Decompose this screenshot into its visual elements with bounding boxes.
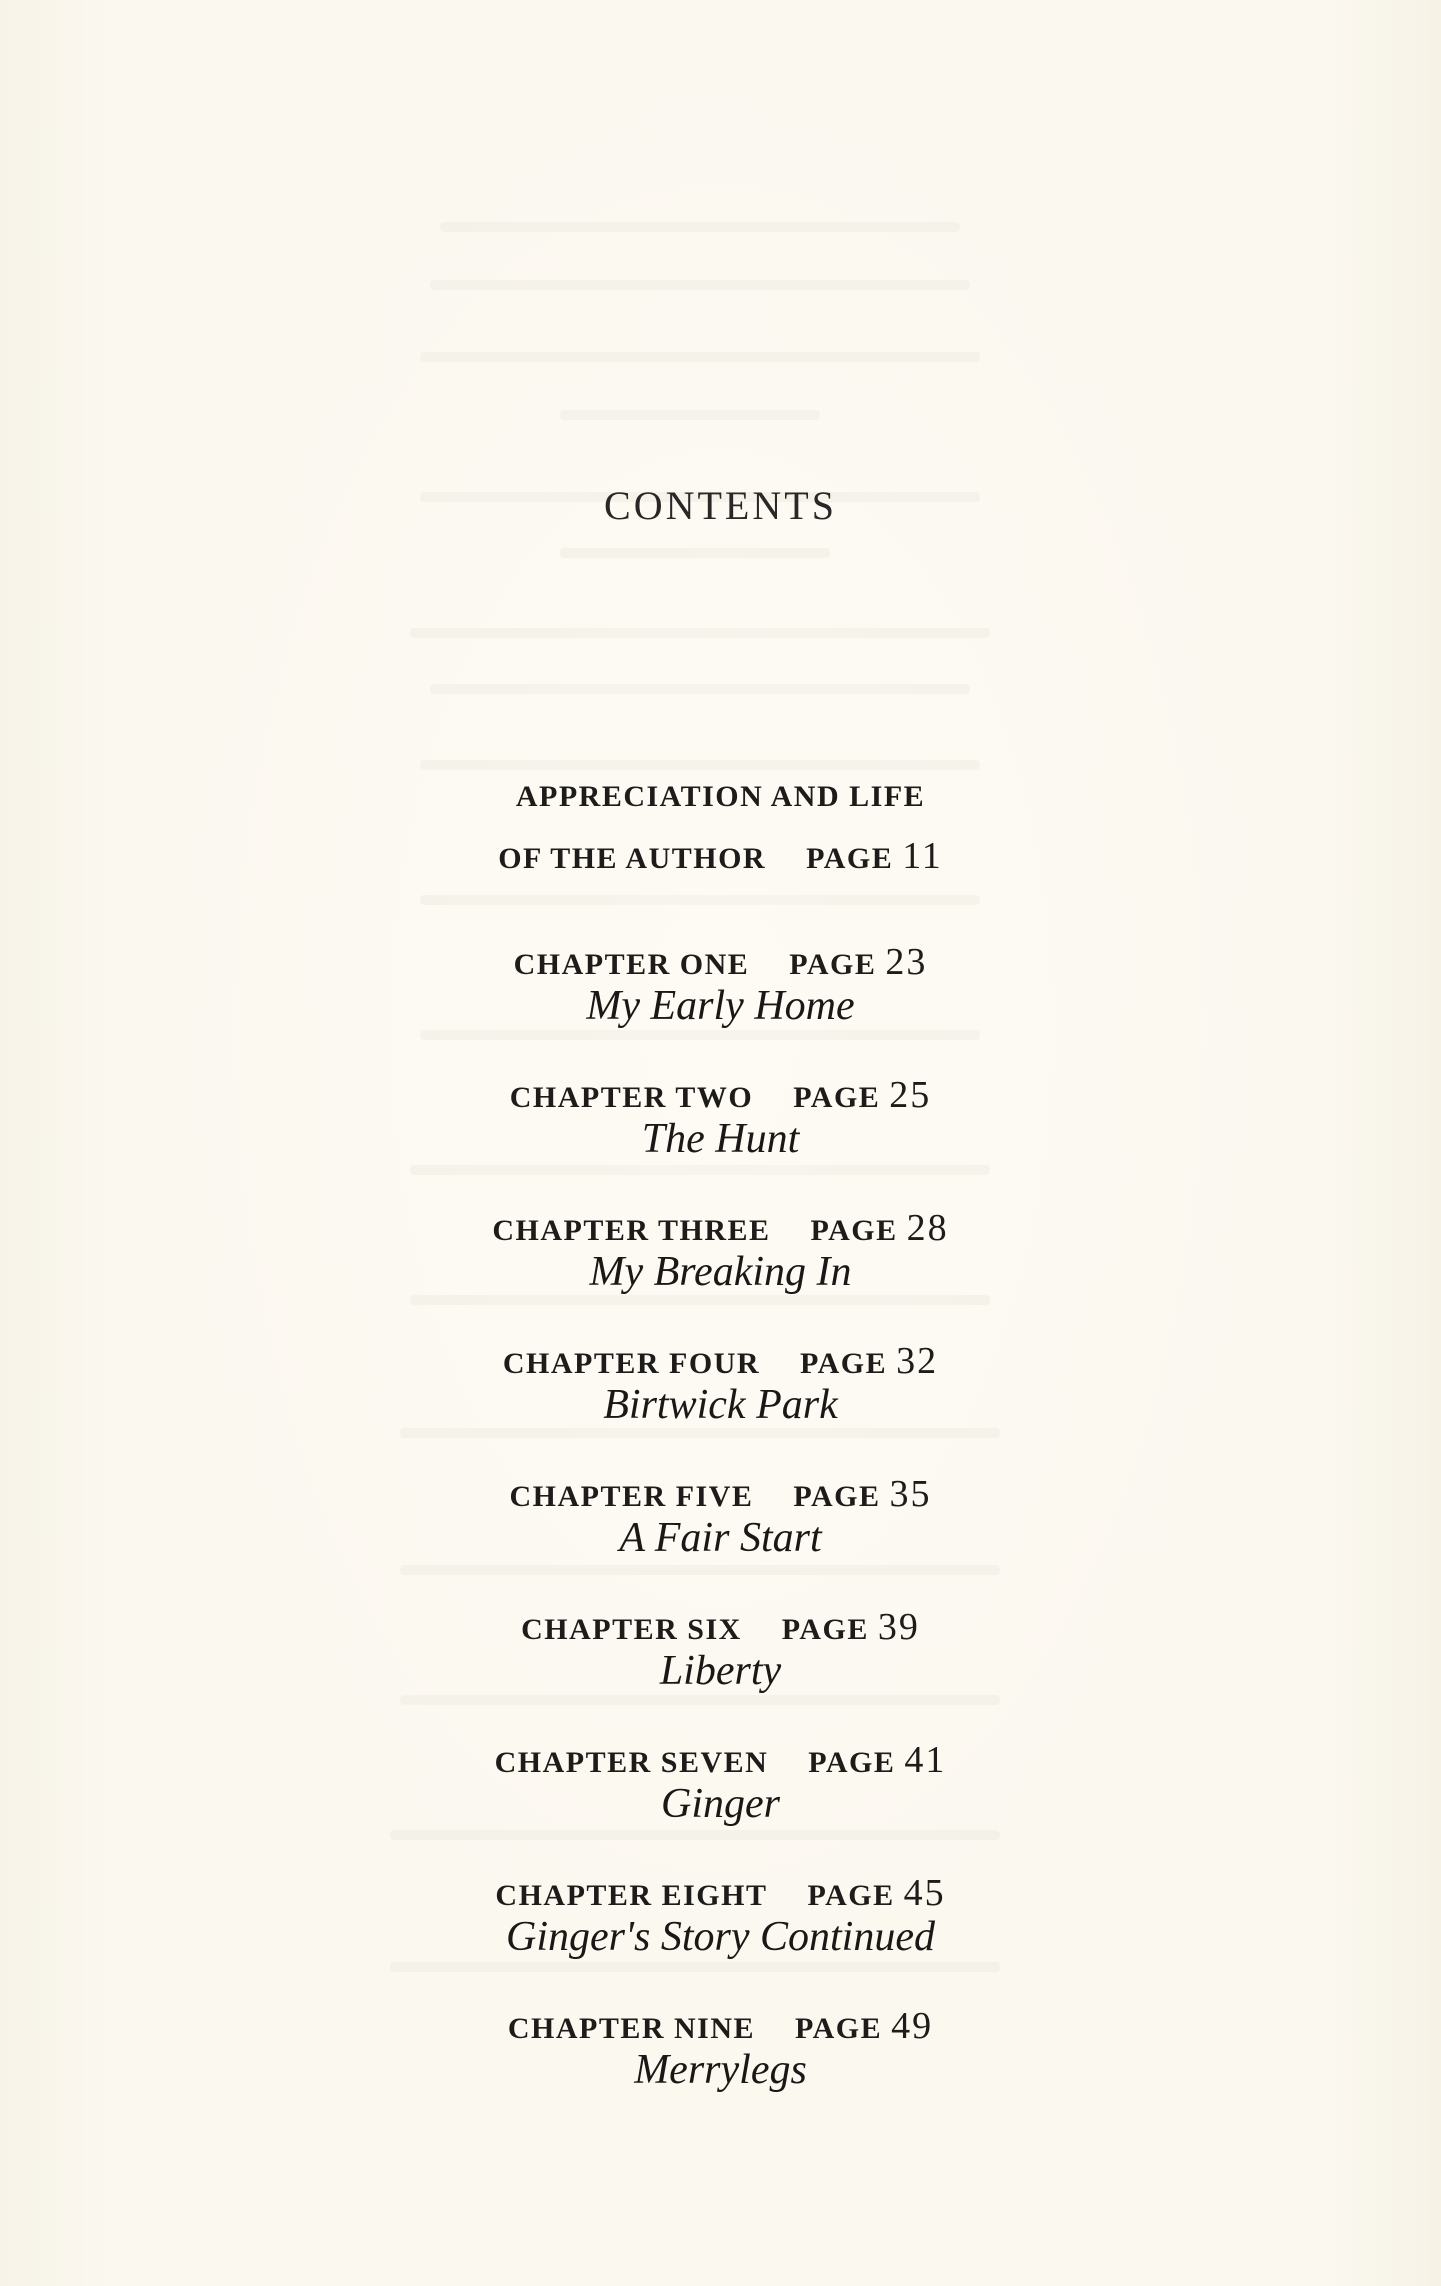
page-label: PAGE [793,1081,881,1114]
intro-page-number: 11 [902,835,943,877]
chapter-heading [0,1738,1441,1782]
page-number: 49 [891,2005,934,2047]
page-number: 39 [877,1606,920,1648]
chapter-label: CHAPTER EIGHT [495,1879,768,1912]
chapter-title: My Early Home [586,983,855,1029]
chapter-label: CHAPTER THREE [492,1214,771,1247]
chapter-title: Merrylegs [634,2047,807,2093]
chapter-title: Ginger [661,1781,780,1827]
chapter-title: The Hunt [641,1116,800,1162]
chapter-heading [0,1339,1441,1383]
chapter-label: CHAPTER ONE [513,948,750,981]
chapter-heading [0,1206,1441,1250]
chapter-label: CHAPTER FOUR [502,1347,761,1380]
page-number: 45 [903,1872,946,1914]
page-number: 41 [904,1739,947,1781]
chapter-heading [0,1605,1441,1649]
chapter-heading [0,1073,1441,1117]
page-label: PAGE [793,1480,881,1513]
chapter-title: A Fair Start [619,1515,822,1561]
page-number: 32 [896,1340,939,1382]
intro-line-2 [0,834,1441,878]
chapter-title: My Breaking In [589,1249,852,1295]
chapter-label: CHAPTER FIVE [509,1480,754,1513]
page-label: PAGE [789,948,877,981]
page-number: 35 [889,1473,932,1515]
chapter-title: Liberty [659,1648,782,1694]
chapter-label: CHAPTER TWO [509,1081,754,1114]
page-number: 23 [885,941,928,983]
page-number: 25 [889,1074,932,1116]
chapter-title: Birtwick Park [603,1382,838,1428]
chapter-label: CHAPTER SIX [521,1613,742,1646]
chapter-heading [0,1472,1441,1516]
intro-line-2-text: OF THE AUTHOR [498,842,767,875]
page-number: 28 [906,1207,949,1249]
page-label: PAGE [808,1746,896,1779]
page-label: PAGE [807,1879,895,1912]
page-label: PAGE [781,1613,869,1646]
intro-line-1 [0,780,1441,814]
chapter-heading [0,2004,1441,2048]
chapter-label: CHAPTER SEVEN [494,1746,769,1779]
page-label: PAGE [800,1347,888,1380]
intro-page-label: PAGE [806,842,894,875]
contents-heading: CONTENTS [604,483,837,528]
page-label: PAGE [810,1214,898,1247]
chapter-title: Ginger's Story Continued [506,1914,935,1960]
intro-line-1-text: APPRECIATION AND LIFE [515,780,926,813]
chapter-heading [0,1871,1441,1915]
page-label: PAGE [795,2012,883,2045]
chapter-label: CHAPTER NINE [507,2012,756,2045]
chapter-heading [0,940,1441,984]
